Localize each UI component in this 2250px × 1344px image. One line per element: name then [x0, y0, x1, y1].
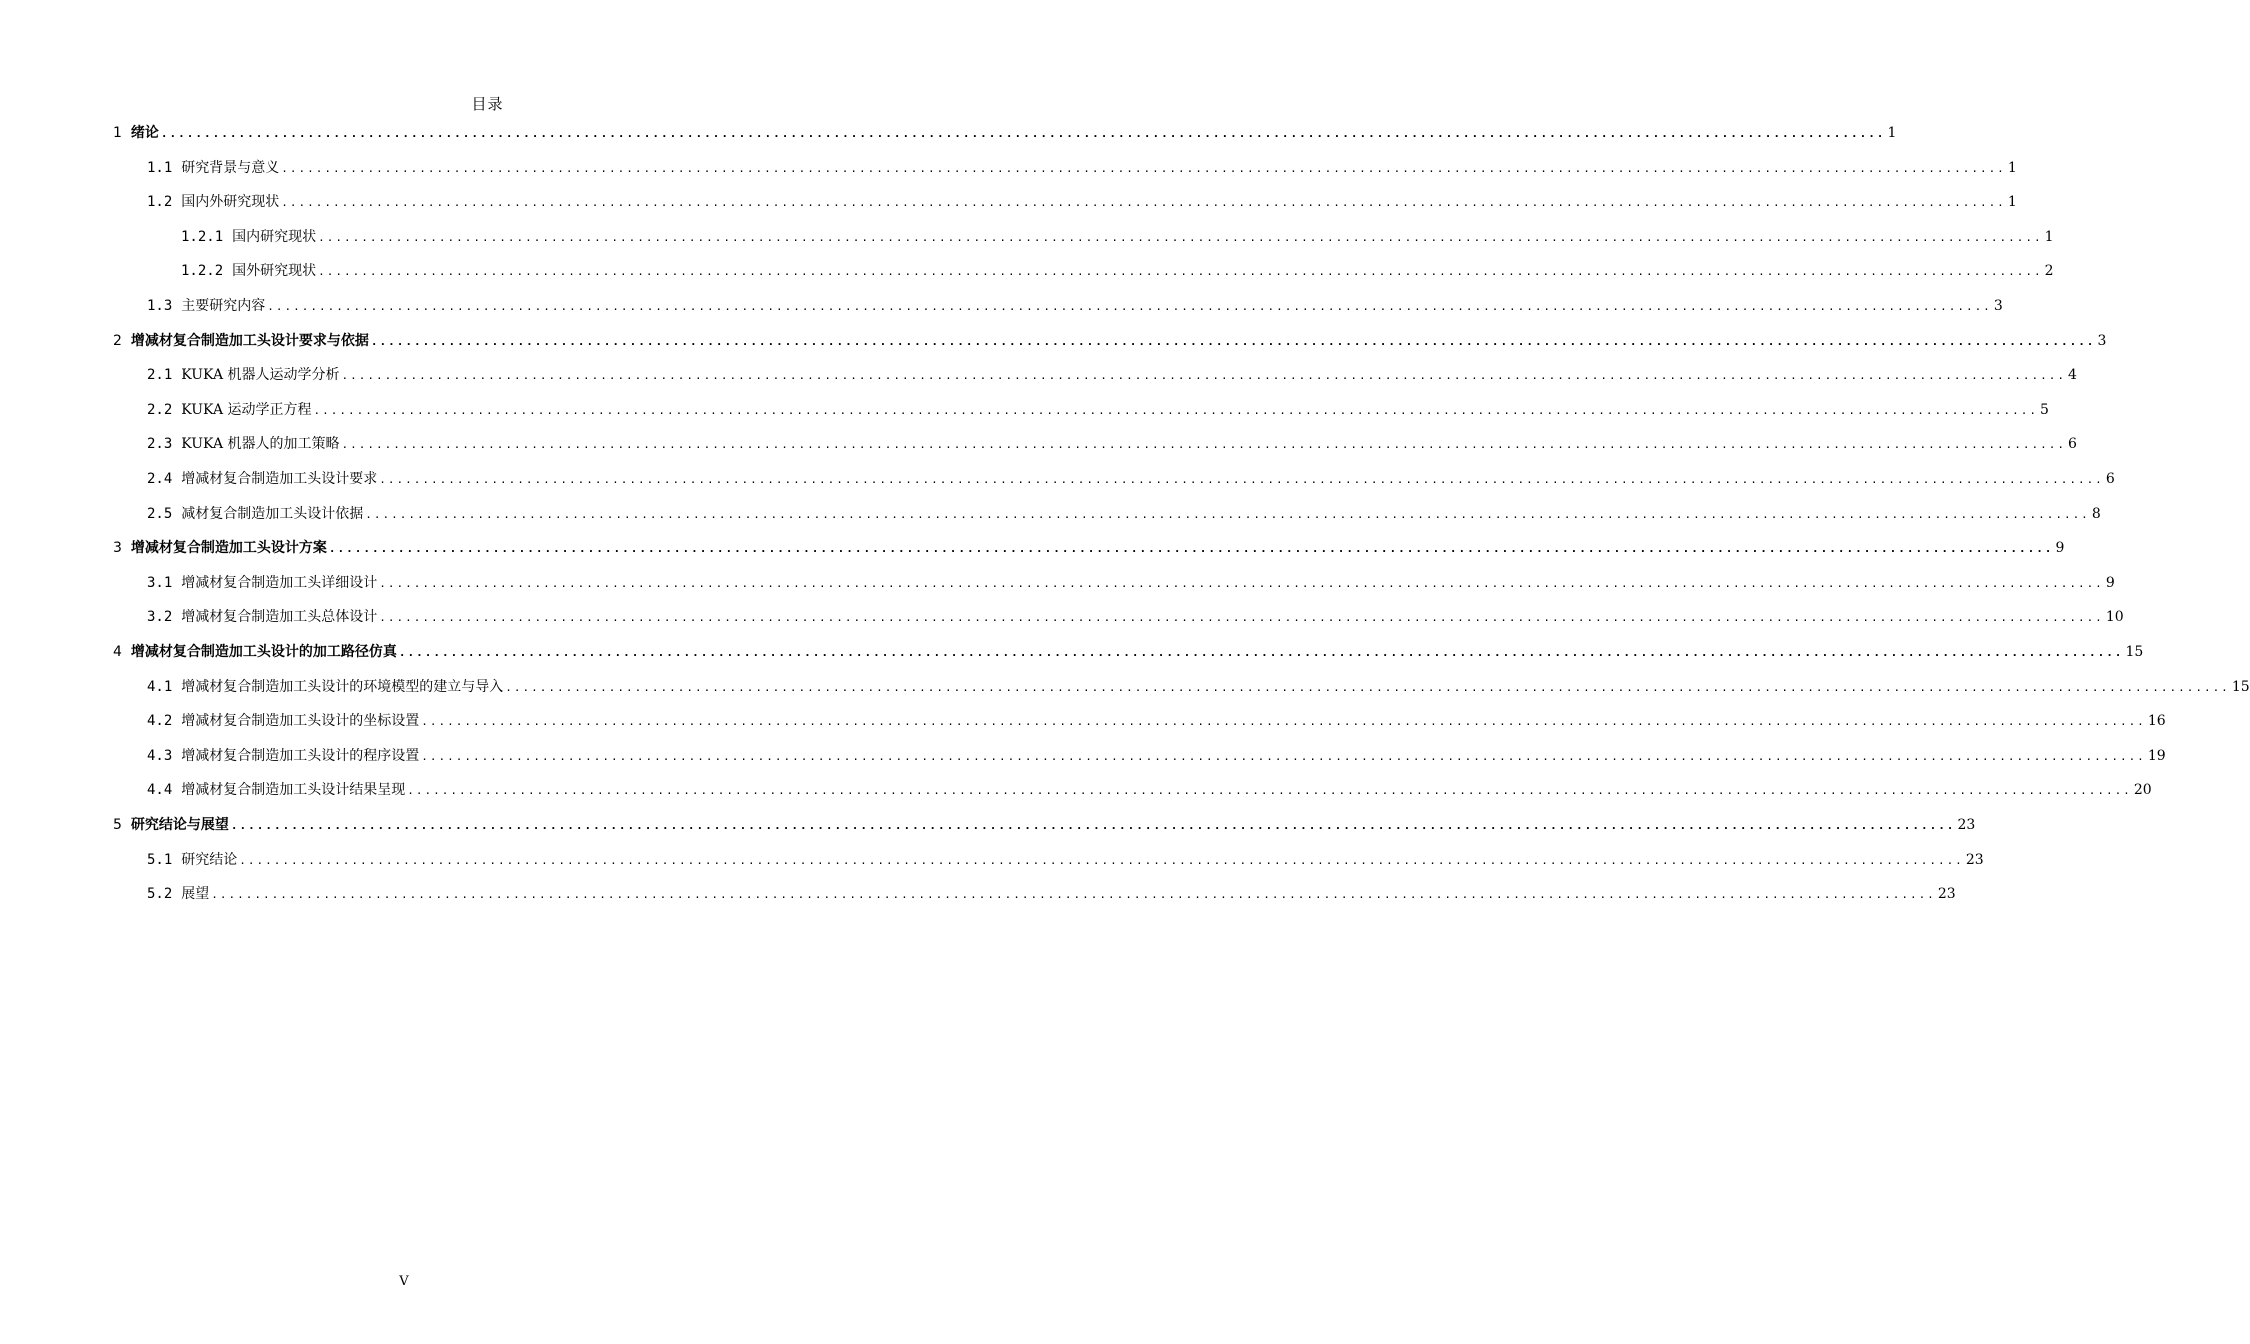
toc-entry-page: 10	[2105, 609, 2124, 626]
toc-entry[interactable]	[147, 883, 1956, 907]
toc-dot-leader: ........................................................................................................................................................................................................	[328, 542, 2054, 556]
toc-entry-number: 1.2.2	[181, 263, 224, 280]
toc-entry-page: 20	[2133, 782, 2152, 799]
toc-entry-number: 5	[113, 817, 122, 833]
toc-entry-label: 增减材复合制造加工头设计的程序设置	[181, 747, 420, 764]
toc-entry[interactable]	[147, 606, 2124, 630]
toc-entry-page: 5	[2040, 401, 2049, 418]
toc-entry-number: 5.1	[147, 851, 173, 868]
toc-dot-leader: ........................................................................................................................................................................................................	[318, 230, 2043, 244]
toc-entry-label: 国内外研究现状	[181, 194, 280, 211]
toc-entry-number: 2.2	[147, 401, 173, 418]
toc-entry-label: 国外研究现状	[232, 263, 317, 280]
toc-entry-number: 4	[113, 644, 122, 660]
toc-entry[interactable]	[181, 260, 2054, 284]
toc-entry-page: 1	[2007, 159, 2017, 176]
toc-dot-leader: ........................................................................................................................................................................................................	[421, 749, 2146, 763]
toc-entry[interactable]	[113, 537, 2065, 561]
toc-entry-page: 19	[2147, 747, 2166, 764]
toc-entry-number: 1	[113, 125, 122, 141]
toc-entry-page: 2	[2044, 263, 2054, 280]
toc-dot-leader: ........................................................................................................................................................................................................	[398, 646, 2124, 659]
toc-entry-page: 3	[1993, 298, 2003, 314]
toc-entry[interactable]	[147, 745, 2166, 769]
toc-entry-number: 2.1	[147, 367, 173, 384]
toc-entry-number: 1.2	[147, 194, 173, 211]
toc-entry-label: KUKA 机器人的加工策略	[181, 436, 340, 453]
toc-entry-number: 1.2.1	[181, 228, 224, 245]
toc-entry-page: 15	[2231, 678, 2250, 695]
toc-entry[interactable]	[113, 330, 2107, 354]
toc-entry[interactable]	[147, 157, 2017, 181]
toc-entry-page: 3	[2097, 332, 2107, 349]
toc-entry-number: 1.1	[147, 159, 173, 176]
toc-entry-number: 4.2	[147, 713, 173, 730]
toc-dot-leader: ........................................................................................................................................................................................................	[341, 438, 2067, 452]
toc-dot-leader: ........................................................................................................................................................................................................	[267, 300, 1992, 313]
toc-entry[interactable]	[147, 503, 2101, 527]
toc-entry-label: KUKA 机器人运动学分析	[181, 367, 340, 384]
toc-entry-label: 增减材复合制造加工头设计的环境模型的建立与导入	[181, 678, 504, 695]
toc-entry-number: 2	[113, 332, 122, 349]
toc-dot-leader: ........................................................................................................................................................................................................	[239, 853, 1964, 867]
toc-entry[interactable]	[147, 191, 2017, 215]
toc-entry-page: 6	[2105, 471, 2115, 487]
toc-entry-page: 9	[2105, 574, 2115, 591]
toc-entry-number: 2.5	[147, 505, 173, 522]
toc-entry[interactable]	[181, 226, 2054, 250]
toc-entry[interactable]	[113, 814, 1976, 838]
toc-entry-page: 23	[1937, 886, 1956, 903]
toc-dot-leader: ........................................................................................................................................................................................................	[505, 680, 2230, 694]
toc-entry-label: 展望	[181, 886, 210, 903]
toc-entry[interactable]	[147, 468, 2115, 492]
toc-entry[interactable]	[147, 399, 2049, 423]
toc-entry-number: 4.3	[147, 747, 173, 764]
toc-entry-page: 23	[1957, 817, 1976, 833]
toc-entry-page: 1	[1887, 125, 1897, 141]
toc-entry[interactable]	[147, 572, 2115, 596]
toc-entry-page: 23	[1965, 851, 1984, 868]
toc-entry-page: 8	[2091, 505, 2101, 522]
toc-entry-label: 研究结论	[181, 851, 238, 868]
toc-entry-page: 16	[2147, 713, 2166, 730]
toc-dot-leader: ........................................................................................................................................................................................................	[318, 265, 2043, 279]
toc-dot-leader: ........................................................................................................................................................................................................	[160, 127, 1886, 140]
toc-dot-leader: ........................................................................................................................................................................................................	[379, 473, 2104, 486]
toc-entry-page: 4	[2068, 367, 2077, 384]
toc-entry-page: 9	[2055, 540, 2065, 557]
toc-entry[interactable]	[147, 779, 2152, 803]
page-number-footer: V	[399, 1274, 409, 1289]
toc-entry-number: 2.4	[147, 471, 173, 487]
toc-title: 目录	[471, 95, 504, 113]
toc-entry-label: 增减材复合制造加工头设计方案	[130, 540, 327, 557]
toc-entry-number: 5.2	[147, 886, 173, 903]
toc-entry-label: 增减材复合制造加工头设计结果呈现	[181, 782, 406, 799]
toc-entry-page: 1	[2044, 228, 2054, 245]
toc-entry-label: 增减材复合制造加工头详细设计	[181, 574, 378, 591]
toc-entry-page: 6	[2068, 436, 2077, 453]
toc-entry[interactable]	[147, 364, 2077, 388]
toc-entry-label: 增减材复合制造加工头设计要求与依据	[130, 332, 369, 349]
toc-dot-leader: ........................................................................................................................................................................................................	[281, 161, 2006, 175]
toc-entry-label: 国内研究现状	[232, 228, 317, 245]
toc-entry[interactable]	[147, 676, 2250, 700]
toc-dot-leader: ........................................................................................................................................................................................................	[370, 334, 2096, 348]
toc-entry[interactable]	[147, 849, 1984, 873]
toc-dot-leader: ........................................................................................................................................................................................................	[365, 507, 2090, 521]
toc-entry[interactable]	[147, 295, 2003, 319]
toc-dot-leader: ........................................................................................................................................................................................................	[421, 715, 2146, 729]
toc-entry-number: 3.1	[147, 574, 173, 591]
toc-entry[interactable]	[113, 122, 1897, 146]
toc-entry-label: 绪论	[130, 125, 159, 141]
toc-dot-leader: ........................................................................................................................................................................................................	[379, 576, 2104, 590]
toc-dot-leader: ........................................................................................................................................................................................................	[281, 196, 2006, 210]
toc-entry[interactable]	[147, 433, 2077, 457]
toc-entry-label: 研究结论与展望	[130, 817, 229, 833]
toc-dot-leader: ........................................................................................................................................................................................................	[379, 611, 2104, 625]
toc-entry-number: 3.2	[147, 609, 173, 626]
toc-entry-number: 4.4	[147, 782, 173, 799]
toc-entry-page: 1	[2007, 194, 2017, 211]
toc-entry-label: 增减材复合制造加工头设计的加工路径仿真	[130, 644, 397, 660]
toc-entry-label: 增减材复合制造加工头设计的坐标设置	[181, 713, 420, 730]
toc-dot-leader: ........................................................................................................................................................................................................	[230, 819, 1956, 832]
toc-entry-label: 增减材复合制造加工头设计要求	[181, 471, 378, 487]
toc-entry-number: 4.1	[147, 678, 173, 695]
toc-dot-leader: ........................................................................................................................................................................................................	[341, 369, 2067, 383]
toc-entry[interactable]	[147, 710, 2166, 734]
toc-dot-leader: ........................................................................................................................................................................................................	[211, 888, 1936, 902]
toc-entry-label: 减材复合制造加工头设计依据	[181, 505, 364, 522]
toc-entry-label: KUKA 运动学正方程	[181, 401, 312, 418]
toc-entry-number: 3	[113, 540, 122, 557]
toc-entry-label: 主要研究内容	[181, 298, 266, 314]
toc-entry-page: 15	[2125, 644, 2144, 660]
toc-dot-leader: ........................................................................................................................................................................................................	[313, 403, 2039, 417]
toc-dot-leader: ........................................................................................................................................................................................................	[407, 784, 2132, 798]
toc-entry-number: 1.3	[147, 298, 173, 314]
toc-entry-label: 研究背景与意义	[181, 159, 280, 176]
toc-entry-number: 2.3	[147, 436, 173, 453]
toc-entry-label: 增减材复合制造加工头总体设计	[181, 609, 378, 626]
toc-entry[interactable]	[113, 641, 2144, 665]
